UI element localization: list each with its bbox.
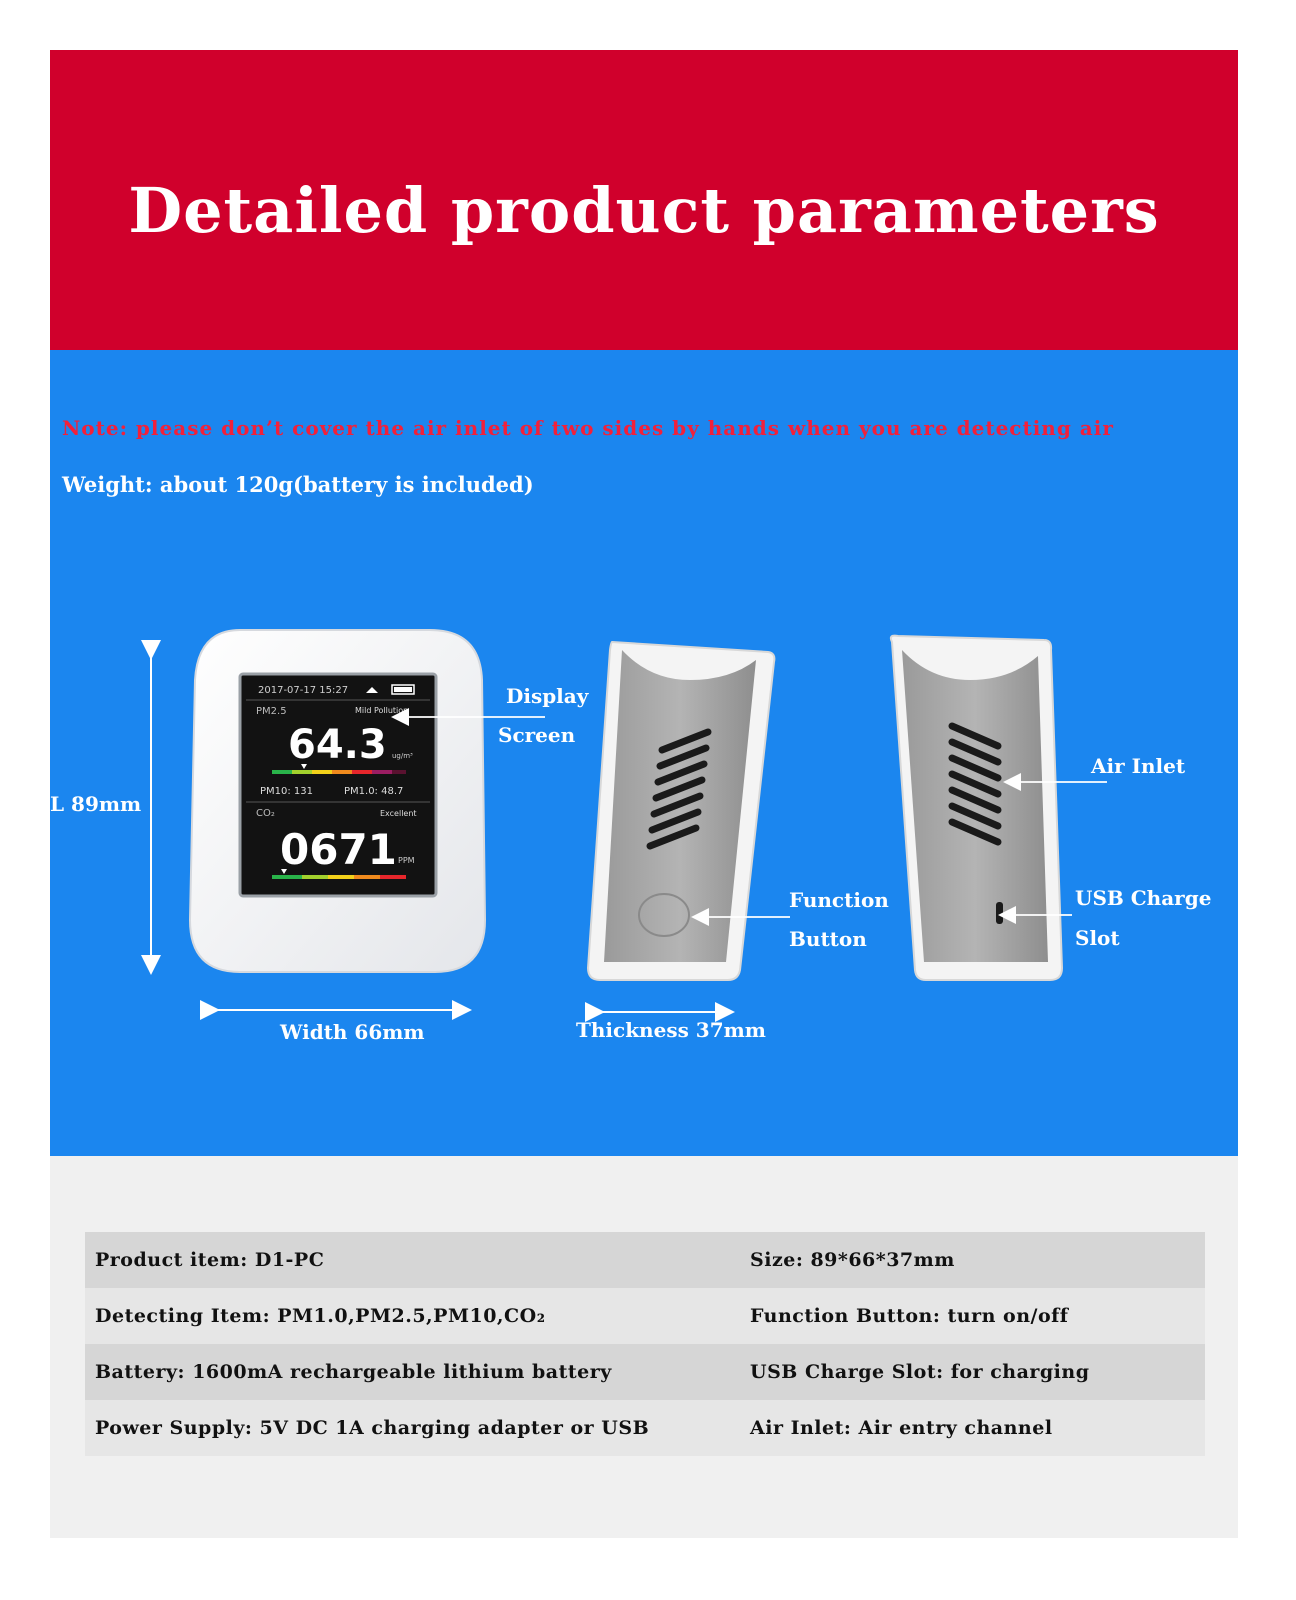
spec-row [85, 1288, 1205, 1344]
specification-section [50, 1156, 1238, 1538]
screen-pm10: PM10: 131 [260, 786, 314, 797]
spec-function-button: Function Button: turn on/off [750, 1305, 1069, 1327]
usage-note: Note: please don’t cover the air inlet of two sides by hands when you are detecting air [62, 416, 1114, 440]
device-side-view-button [588, 642, 774, 980]
spec-row [85, 1400, 1205, 1456]
spec-table [85, 1232, 1205, 1456]
spec-air-inlet: Air Inlet: Air entry channel [750, 1417, 1053, 1439]
page-title: Detailed product parameters [128, 173, 1160, 247]
screen-co2-status: Excellent [380, 809, 417, 818]
screen-pm25-value: 64.3 [288, 722, 387, 768]
usb-label-line1: USB Charge [1075, 886, 1212, 910]
usb-slot-shape [996, 902, 1003, 924]
spec-usb-charge-slot: USB Charge Slot: for charging [750, 1361, 1090, 1383]
spec-power-supply: Power Supply: 5V DC 1A charging adapter or USB [95, 1417, 650, 1439]
screen-co2-unit: PPM [398, 856, 415, 865]
screen-pm25-status: Mild Pollution [355, 706, 409, 715]
spec-battery: Battery: 1600mA rechargeable lithium battery [95, 1361, 612, 1383]
function-label-line2: Button [789, 927, 867, 951]
display-label-line1: Display [506, 684, 589, 708]
screen-co2-value: 0671 [280, 825, 397, 874]
product-illustration-panel [50, 350, 1238, 1156]
screen-co2-label: CO₂ [256, 808, 275, 819]
width-label: Width 66mm [280, 1020, 425, 1044]
air-inlet-label: Air Inlet [1091, 754, 1186, 778]
display-label-line2: Screen [498, 723, 576, 747]
function-label-line1: Function [789, 888, 889, 912]
screen-pm1: PM1.0: 48.7 [344, 786, 404, 797]
thickness-label: Thickness 37mm [576, 1018, 766, 1042]
spec-row [85, 1232, 1205, 1288]
screen-pm25-label: PM2.5 [256, 706, 287, 717]
screen-datetime: 2017-07-17 15:27 [258, 685, 349, 696]
header-banner [50, 50, 1238, 350]
spec-size: Size: 89*66*37mm [750, 1249, 955, 1271]
spec-product-item: Product item: D1-PC [95, 1249, 325, 1271]
device-front-view [190, 630, 485, 972]
spec-row [85, 1344, 1205, 1400]
device-side-view-usb [891, 636, 1062, 980]
spec-detecting-item: Detecting Item: PM1.0,PM2.5,PM10,CO₂ [95, 1305, 546, 1327]
usb-label-line2: Slot [1075, 926, 1120, 950]
screen-pm25-unit: ug/m³ [392, 752, 413, 760]
weight-text: Weight: about 120g(battery is included) [62, 472, 534, 497]
length-label: L 89mm [50, 792, 142, 816]
